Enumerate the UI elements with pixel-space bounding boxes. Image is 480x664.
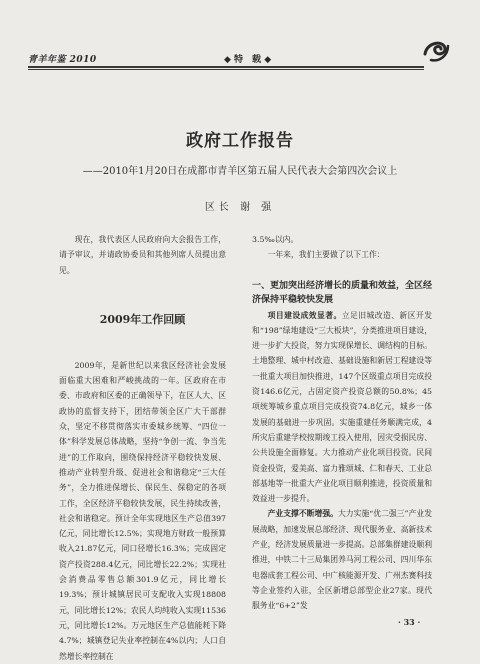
page-subtitle: ——2010年1月20日在成都市青羊区第五届人民代表大会第四次会议上 (82, 166, 398, 177)
project-lead: 项目建设成效显著。 (267, 310, 342, 320)
industry-paragraph (252, 506, 432, 613)
header-rule-thin (28, 69, 424, 70)
swirl-logo-icon (421, 34, 451, 64)
intro-paragraph: 现在，我代表区人民政府向大会报告工作，请予审议，并请政协委员和其他列席人员提出意见。 (59, 235, 226, 275)
section-label: ◆ 特 载 ◆ (224, 55, 272, 65)
page-number: · 33 · (398, 617, 421, 627)
page-title: 政府工作报告 (186, 131, 294, 151)
right-column (252, 232, 432, 614)
project-paragraph (252, 308, 432, 507)
header-rule (28, 66, 424, 68)
subsection-heading: 一、更加突出经济增长的质量和效益，全区经济保持平稳较快发展 (252, 280, 433, 306)
continued-paragraph: 3.5‰以内。 (252, 235, 299, 244)
section-heading: 2009年工作回顾 (99, 312, 186, 326)
industry-lead: 产业支撑不断增强。 (267, 509, 338, 519)
yearbook-label: 青羊年鉴 2010 (28, 55, 97, 65)
industry-text: 大力实施“优二强三”产业发展战略，加速发展总部经济、现代服务业、高新技术产业，经济发展质量进一步提高。总部集群建设顺利推进，中铁二十三局集团养马河工程公司、四川华东电器成套工程公司、中广核能源开发、广州杰赛科技等企业签约入驻，全区新增总部型企业27家。现代服务业“6+2”发 (252, 509, 432, 611)
review-paragraph: 2009年，是新世纪以来我区经济社会发展面临重大困难和严峻挑战的一年。区政府在市委、市政府和区委的正确领导下，在区人大、区政协的监督支持下，团结带领全区广大干部群众，坚定不移贯彻落实市委城乡统筹、“四位一体”科学发展总体战略，坚持“争创一流、争当先进”的工作取向，围绕保持经济平稳较快发展、推动产业转型升级、促进社会和谐稳定“三大任务”，全力推进保增长、保民生、保稳定的各项工作，全区经济平稳较快发展，民生持续改善，社会和谐稳定。预计全年实现地区生产总值397亿元，同比增长12.5%；实现地方财政一般预算收入21.87亿元，同口径增长16.3%；完成固定资产投资288.4亿元，同比增长22.2%；实现社会消费品零售总额301.9亿元，同比增长19.3%；预计城镇居民可支配收入实现18808元，同比增长12%；农民人均纯收入实现11536元，同比增长12%。万元地区生产总值能耗下降4.7%；城镇登记失业率控制在4%以内；人口自然增长率控制在 (59, 360, 226, 661)
running-header (28, 52, 424, 64)
project-text: 立足旧城改造、新区开发和“198”绿地建设“三大板块”，分类推进项目建设，进一步扩大投资，努力实现保增长、调结构的目标。土地整理、城中村改造、基础设施和新居工程建设等一批重大项目加快推进，147个区级重点项目完成投资146.6亿元，占固定资产投资总额的50.8%；45项统筹城乡重点项目完成投资74.8亿元，城乡一体发展的基础进一步巩固。实施重建任务顺满完成，4所灾后重建学校按期竣工投入使用，因灾受损民房、公共设施全面修复。大力推动产业化项目投资。民间资金投资，爱美高、富力雅颂城、仁和春天、工业总部基地等一批重大产业化项目顺利推进，投资质量和效益进一步提升。 (252, 310, 433, 504)
left-column (59, 232, 226, 664)
author-line: 区长 谢 强 (204, 202, 276, 213)
summary-line: 一年来，我们主要做了以下工作： (267, 250, 385, 260)
